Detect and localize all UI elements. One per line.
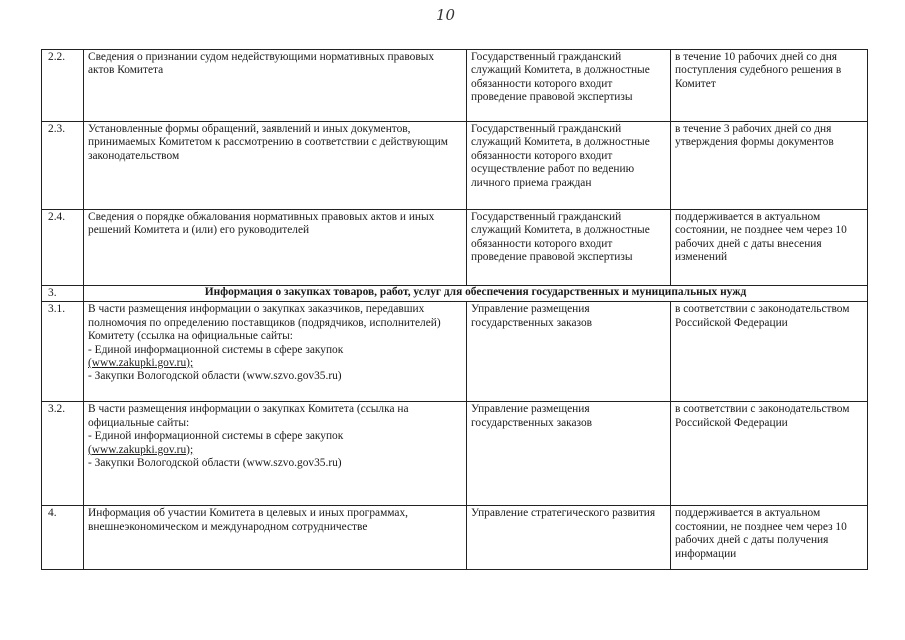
szvo-link[interactable]: - Закупки Вологодской области (www.szvo.gov35.ru) (88, 370, 342, 383)
section-row (42, 286, 868, 302)
responsible-cell: Государственный гражданский служащий Комитета, в должностные обязанности которого входит осуществление работ по ведению личного приема граждан (467, 122, 671, 210)
deadline-cell: в течение 10 рабочих дней со дня поступления судебного решения в Комитет (671, 50, 868, 122)
responsible-cell: Управление стратегического развития (467, 506, 671, 570)
row-number: 3.1. (42, 302, 84, 402)
deadline-cell: поддерживается в актуальном состоянии, не позднее чем через 10 рабочих дней с даты получения информации (671, 506, 868, 570)
table-row (42, 210, 868, 286)
szvo-link[interactable]: - Закупки Вологодской области (www.szvo.gov35.ru) (88, 457, 342, 470)
responsible-cell: Государственный гражданский служащий Комитета, в должностные обязанности которого входит проведение правовой экспертизы (467, 210, 671, 286)
info-cell: Сведения о признании судом недействующими нормативных правовых актов Комитета (84, 50, 467, 122)
info-cell (84, 402, 467, 506)
responsible-cell: Управление размещения государственных заказов (467, 402, 671, 506)
info-cell: Информация об участии Комитета в целевых и иных программах, внешнеэкономическом и международном сотрудничестве (84, 506, 467, 570)
info-text: - Единой информационной системы в сфере закупок (88, 430, 344, 443)
info-table (41, 49, 868, 570)
zakupki-link[interactable]: (www.zakupki.gov.ru); (88, 443, 194, 456)
table-row (42, 506, 868, 570)
info-text: В части размещения информации о закупках Комитета (ссылка на официальные сайты: (88, 403, 409, 429)
section-number: 3. (42, 286, 84, 302)
table-row (42, 402, 868, 506)
responsible-cell: Государственный гражданский служащий Комитета, в должностные обязанности которого входит проведение правовой экспертизы (467, 50, 671, 122)
info-cell (84, 302, 467, 402)
info-text: В части размещения информации о закупках заказчиков, передавших полномочия по определению поставщиков (подрядчиков, исполнителей) Комитету (ссылка на официальные сайты: (88, 303, 441, 343)
deadline-cell: в соответствии с законодательством Российской Федерации (671, 302, 868, 402)
info-cell: Сведения о порядке обжалования нормативных правовых актов и иных решений Комитета и (или) его руководителей (84, 210, 467, 286)
table-row (42, 302, 868, 402)
deadline-cell: в течение 3 рабочих дней со дня утверждения формы документов (671, 122, 868, 210)
row-number: 4. (42, 506, 84, 570)
page-number: 10 (436, 6, 456, 24)
info-cell: Установленные формы обращений, заявлений и иных документов, принимаемых Комитетом к рассмотрению в соответствии с действующим законодательством (84, 122, 467, 210)
deadline-cell: поддерживается в актуальном состоянии, не позднее чем через 10 рабочих дней с даты внесения изменений (671, 210, 868, 286)
section-title: Информация о закупках товаров, работ, услуг для обеспечения государственных и муниципальных нужд (84, 286, 868, 302)
row-number: 2.2. (42, 50, 84, 122)
row-number: 3.2. (42, 402, 84, 506)
row-number: 2.4. (42, 210, 84, 286)
table-row (42, 50, 868, 122)
row-number: 2.3. (42, 122, 84, 210)
table-row (42, 122, 868, 210)
responsible-cell: Управление размещения государственных заказов (467, 302, 671, 402)
info-text: - Единой информационной системы в сфере закупок (88, 343, 344, 356)
zakupki-link[interactable]: (www.zakupki.gov.ru); (88, 357, 194, 370)
deadline-cell: в соответствии с законодательством Российской Федерации (671, 402, 868, 506)
